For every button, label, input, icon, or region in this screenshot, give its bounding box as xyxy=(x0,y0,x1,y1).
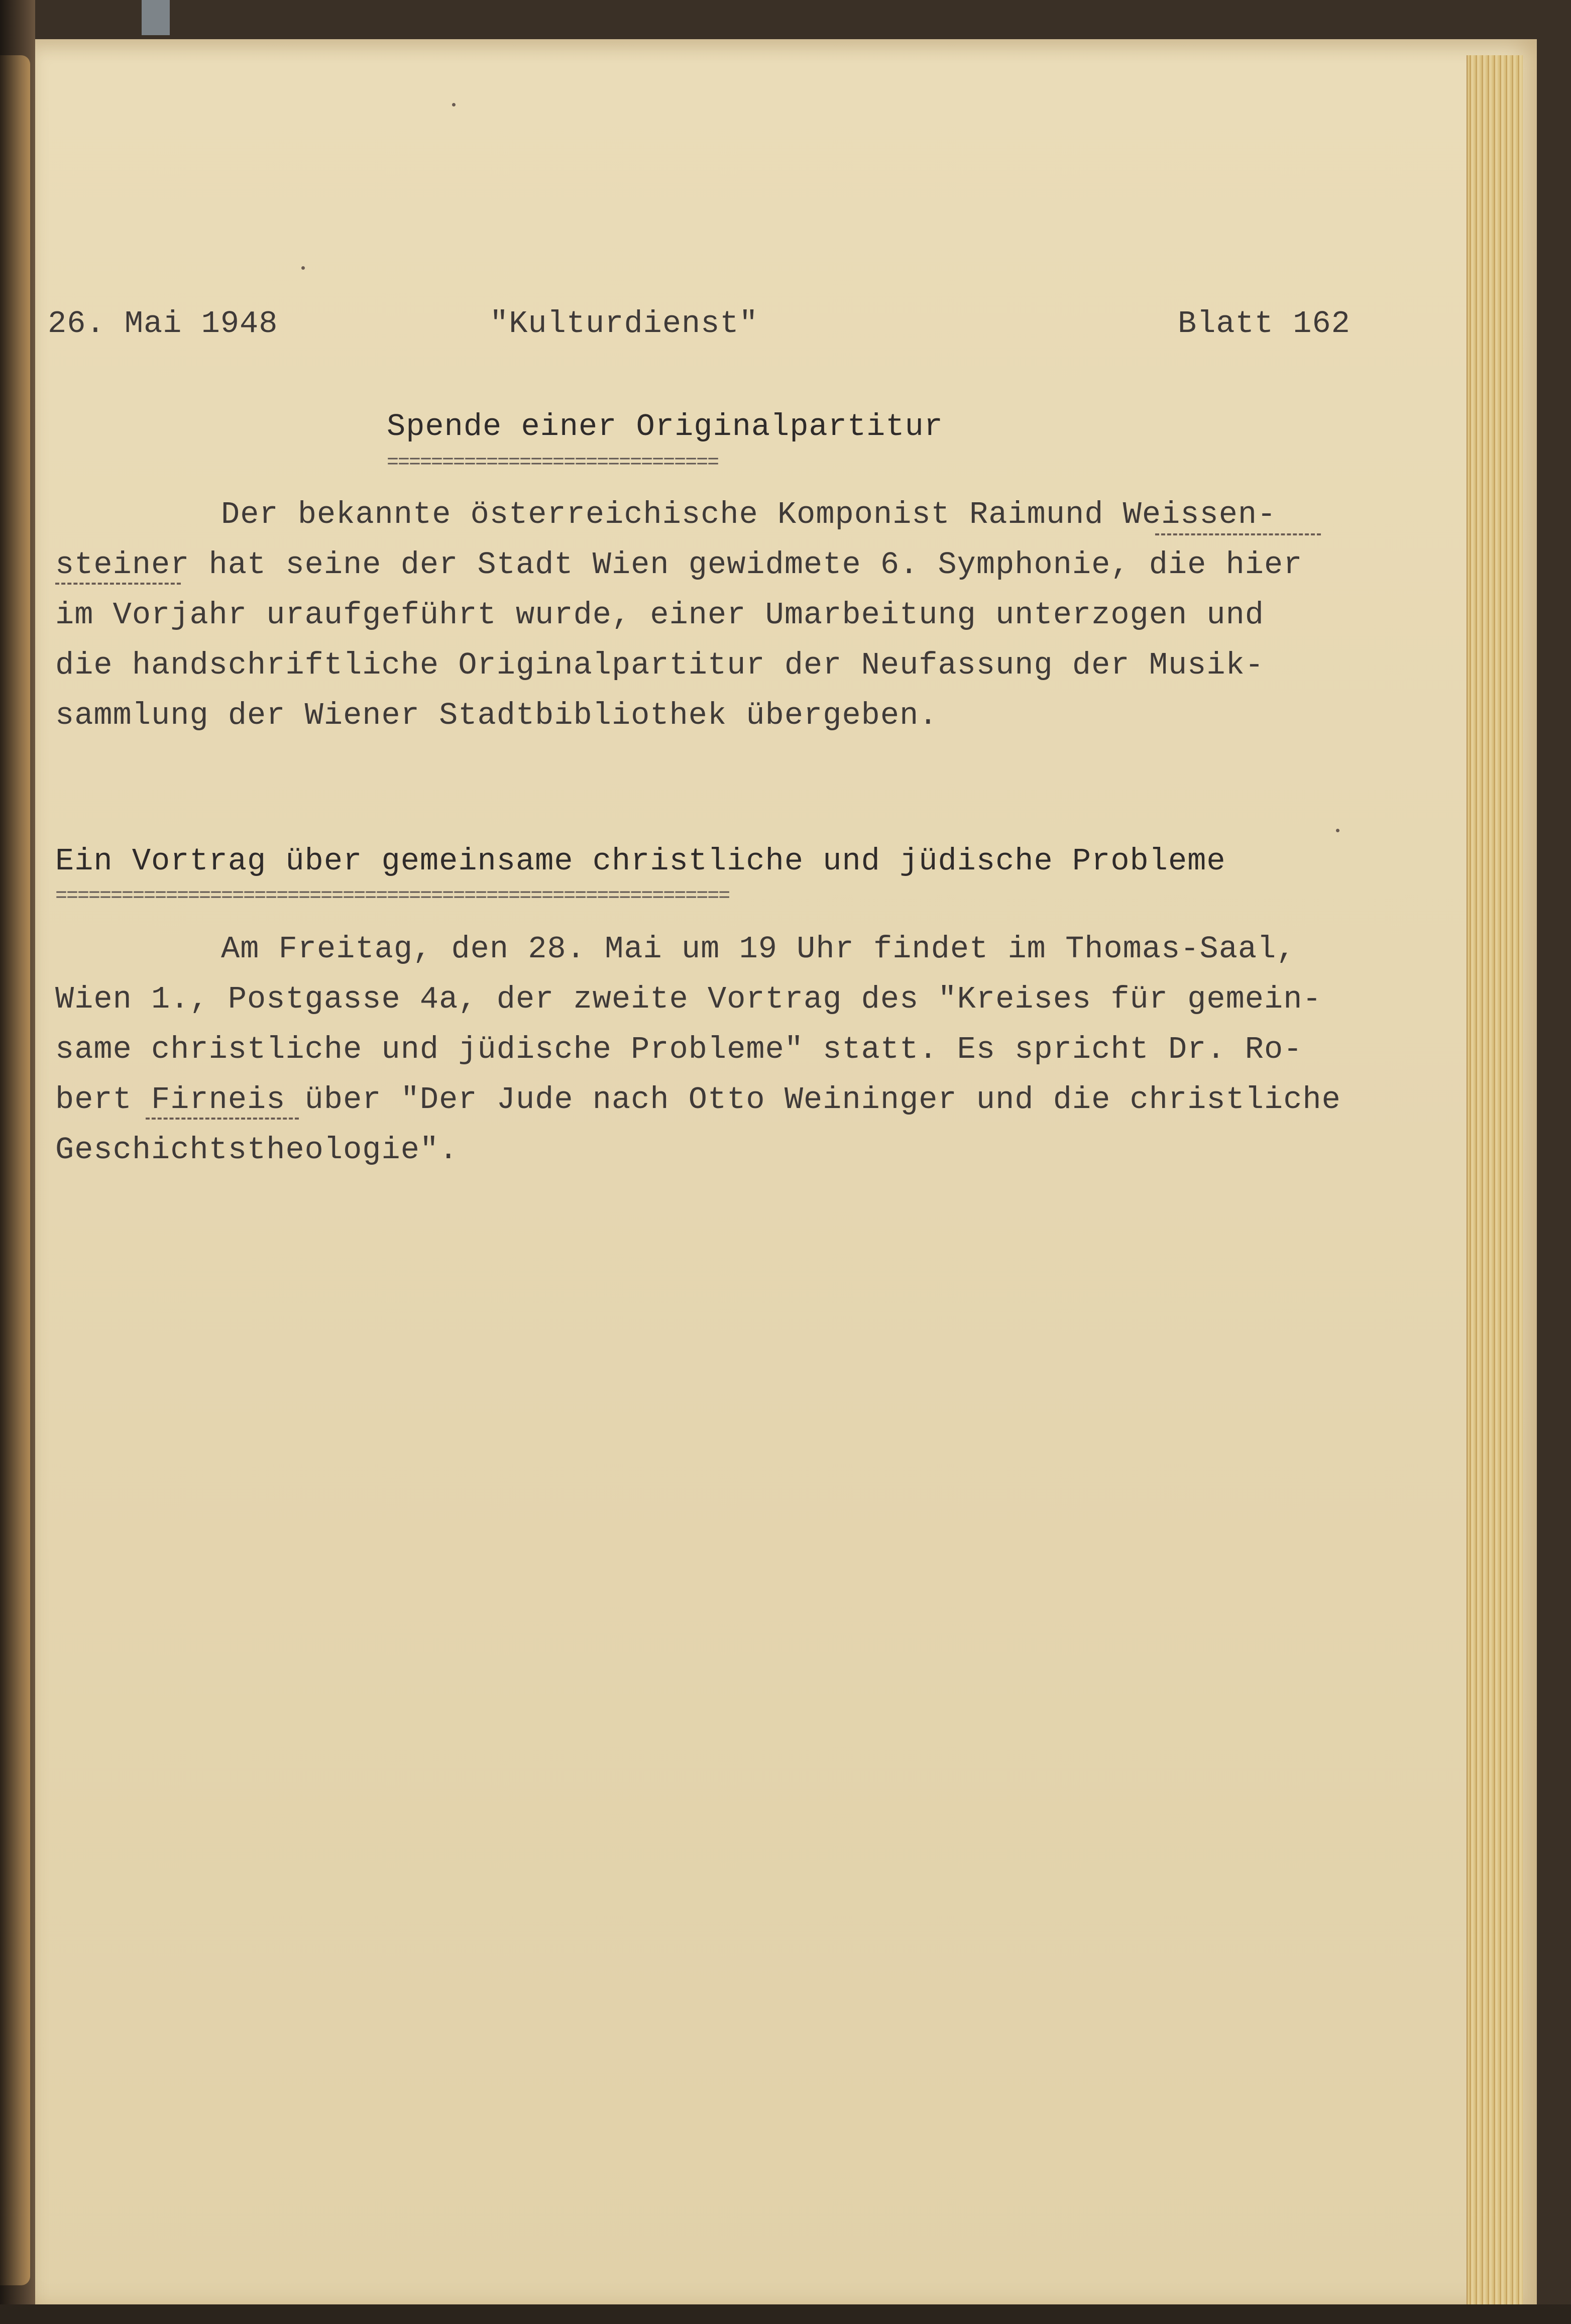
name-underline-weissen xyxy=(1155,533,1321,535)
article-2-line-3: same christliche und jüdische Probleme" statt. Es spricht Dr. Ro- xyxy=(55,1032,1303,1067)
article-1-title-underline: ============================== xyxy=(387,453,719,473)
paper-speck xyxy=(301,266,305,270)
article-1-line-5: sammlung der Wiener Stadtbibliothek übergeben. xyxy=(55,698,938,733)
article-2-title: Ein Vortrag über gemeinsame christliche und jüdische Probleme xyxy=(55,843,1226,879)
name-underline-steiner xyxy=(55,583,181,585)
article-1-line-1: Der bekannte österreichische Komponist Raimund Weissen- xyxy=(221,497,1277,532)
facing-page-edge xyxy=(0,55,30,2285)
article-2-line-5: Geschichtstheologie". xyxy=(55,1132,459,1168)
article-2-title-underline: ============================================================= xyxy=(55,887,730,907)
page-stack-edge xyxy=(1467,55,1523,2305)
paper-speck xyxy=(452,103,456,106)
name-underline-firneis xyxy=(146,1118,299,1120)
article-1-line-3: im Vorjahr uraufgeführt wurde, einer Umarbeitung unterzogen und xyxy=(55,597,1264,633)
article-2-line-2: Wien 1., Postgasse 4a, der zweite Vortrag des "Kreises für gemein- xyxy=(55,981,1322,1017)
scan-bottom-edge xyxy=(0,2304,1571,2324)
archive-tab xyxy=(142,0,170,35)
article-1-line-4: die handschriftliche Originalpartitur der Neufassung der Musik- xyxy=(55,647,1264,683)
paper-speck xyxy=(1336,829,1339,832)
header-publication: "Kulturdienst" xyxy=(490,306,758,342)
article-1-line-2: steiner hat seine der Stadt Wien gewidmete 6. Symphonie, die hier xyxy=(55,547,1303,583)
article-2-line-1: Am Freitag, den 28. Mai um 19 Uhr findet im Thomas-Saal, xyxy=(221,931,1296,967)
article-2-line-4: bert Firneis über "Der Jude nach Otto Weininger und die christliche xyxy=(55,1082,1341,1118)
header-date: 26. Mai 1948 xyxy=(48,306,278,342)
article-1-title: Spende einer Originalpartitur xyxy=(387,409,943,445)
header-sheet-number: Blatt 162 xyxy=(1178,306,1351,342)
